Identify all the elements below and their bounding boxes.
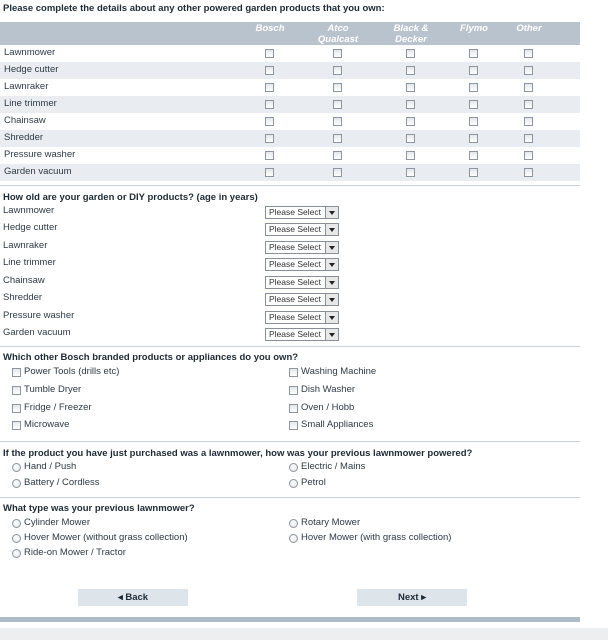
option-label: Fridge / Freezer — [24, 402, 92, 413]
option-checkbox[interactable] — [12, 421, 21, 430]
chevron-down-icon[interactable] — [325, 294, 338, 305]
product-brand-checkbox[interactable] — [265, 100, 274, 109]
grid-row-label: Garden vacuum — [4, 166, 72, 177]
age-select[interactable] — [265, 223, 339, 236]
age-select-value: Please Select — [269, 294, 321, 304]
product-brand-checkbox[interactable] — [333, 66, 342, 75]
product-brand-checkbox[interactable] — [333, 168, 342, 177]
grid-row-label: Lawnmower — [4, 47, 56, 58]
next-button[interactable]: Next ▸ — [357, 589, 467, 606]
age-select-value: Please Select — [269, 312, 321, 322]
product-brand-checkbox[interactable] — [265, 117, 274, 126]
product-brand-checkbox[interactable] — [406, 151, 415, 160]
footer-background — [0, 628, 608, 640]
product-brand-checkbox[interactable] — [524, 83, 533, 92]
age-select[interactable] — [265, 241, 339, 254]
age-select[interactable] — [265, 276, 339, 289]
option-label: Oven / Hobb — [301, 402, 355, 413]
product-brand-checkbox[interactable] — [469, 100, 478, 109]
product-brand-checkbox[interactable] — [333, 100, 342, 109]
option-checkbox[interactable] — [289, 368, 298, 377]
product-brand-checkbox[interactable] — [469, 117, 478, 126]
age-row-label: Lawnmower — [3, 205, 55, 216]
product-brand-checkbox[interactable] — [469, 66, 478, 75]
brand-header-bosch: Bosch — [255, 23, 285, 34]
option-label: Hover Mower (with grass collection) — [301, 532, 452, 543]
grid-row — [0, 113, 580, 130]
option-label: Battery / Cordless — [24, 477, 100, 488]
age-row — [3, 309, 343, 326]
question-product-age: How old are your garden or DIY products? (age in years) — [3, 192, 258, 203]
product-brand-checkbox[interactable] — [469, 134, 478, 143]
age-select[interactable] — [265, 328, 339, 341]
grid-row — [0, 62, 580, 79]
option-label: Petrol — [301, 477, 326, 488]
grid-row — [0, 96, 580, 113]
option-label: Washing Machine — [301, 366, 377, 377]
product-brand-checkbox[interactable] — [469, 83, 478, 92]
product-brand-checkbox[interactable] — [333, 83, 342, 92]
age-row — [3, 256, 343, 273]
option-label: Tumble Dryer — [24, 384, 82, 395]
age-row — [3, 221, 343, 238]
product-brand-checkbox[interactable] — [524, 66, 533, 75]
age-row-label: Shredder — [3, 292, 43, 303]
product-brand-checkbox[interactable] — [406, 117, 415, 126]
option-checkbox[interactable] — [12, 368, 21, 377]
option-checkbox[interactable] — [289, 421, 298, 430]
option-radio[interactable] — [12, 463, 21, 472]
brand-header-flymo: Flymo — [460, 23, 488, 34]
product-brand-checkbox[interactable] — [406, 83, 415, 92]
question-previous-type: What type was your previous lawnmower? — [3, 503, 195, 514]
chevron-down-icon[interactable] — [325, 277, 338, 288]
age-row — [3, 239, 343, 256]
age-row-label: Hedge cutter — [3, 222, 58, 233]
option-radio[interactable] — [12, 549, 21, 558]
age-row-label: Pressure washer — [3, 310, 75, 321]
age-row-label: Line trimmer — [3, 257, 56, 268]
option-radio[interactable] — [12, 534, 21, 543]
divider — [0, 497, 580, 498]
grid-row-label: Line trimmer — [4, 98, 57, 109]
divider — [0, 441, 580, 442]
brand-header-other: Other — [516, 23, 542, 34]
product-brand-checkbox[interactable] — [265, 151, 274, 160]
product-brand-checkbox[interactable] — [333, 134, 342, 143]
age-select-value: Please Select — [269, 277, 321, 287]
chevron-down-icon[interactable] — [325, 207, 338, 218]
product-brand-checkbox[interactable] — [524, 168, 533, 177]
grid-row — [0, 45, 580, 62]
age-select[interactable] — [265, 206, 339, 219]
product-brand-checkbox[interactable] — [265, 83, 274, 92]
option-checkbox[interactable] — [12, 386, 21, 395]
question-garden-products: Please complete the details about any other powered garden products that you own: — [3, 3, 385, 14]
age-select[interactable] — [265, 258, 339, 271]
product-brand-checkbox[interactable] — [265, 134, 274, 143]
age-row — [3, 204, 343, 221]
product-brand-checkbox[interactable] — [406, 49, 415, 58]
option-label: Ride-on Mower / Tractor — [24, 547, 126, 558]
age-row-label: Chainsaw — [3, 275, 45, 286]
option-label: Hand / Push — [24, 461, 77, 472]
option-label: Rotary Mower — [301, 517, 361, 528]
age-row — [3, 274, 343, 291]
footer-bar — [0, 617, 580, 622]
age-select-value: Please Select — [269, 259, 321, 269]
grid-row-label: Pressure washer — [4, 149, 76, 160]
option-label: Microwave — [24, 419, 70, 430]
age-row-label: Garden vacuum — [3, 327, 71, 338]
product-brand-checkbox[interactable] — [333, 151, 342, 160]
grid-row-label: Hedge cutter — [4, 64, 59, 75]
grid-row — [0, 164, 580, 181]
product-brand-checkbox[interactable] — [333, 49, 342, 58]
option-label: Hover Mower (without grass collection) — [24, 532, 188, 543]
grid-row — [0, 130, 580, 147]
option-label: Electric / Mains — [301, 461, 366, 472]
product-brand-checkbox[interactable] — [265, 49, 274, 58]
option-label: Small Appliances — [301, 419, 374, 430]
grid-row — [0, 147, 580, 164]
age-row — [3, 326, 343, 343]
product-brand-checkbox[interactable] — [406, 134, 415, 143]
option-checkbox[interactable] — [289, 404, 298, 413]
option-label: Cylinder Mower — [24, 517, 90, 528]
age-select-value: Please Select — [269, 224, 321, 234]
age-row-label: Lawnraker — [3, 240, 48, 251]
option-radio[interactable] — [289, 463, 298, 472]
grid-row-label: Chainsaw — [4, 115, 46, 126]
grid-row-label: Shredder — [4, 132, 44, 143]
age-select-value: Please Select — [269, 242, 321, 252]
product-brand-checkbox[interactable] — [469, 168, 478, 177]
back-button[interactable]: ◂ Back — [78, 589, 188, 606]
age-select-value: Please Select — [269, 207, 321, 217]
option-radio[interactable] — [289, 479, 298, 488]
product-brand-checkbox[interactable] — [265, 66, 274, 75]
chevron-down-icon[interactable] — [325, 329, 338, 340]
option-radio[interactable] — [289, 519, 298, 528]
product-brand-checkbox[interactable] — [406, 100, 415, 109]
grid-header — [0, 22, 580, 45]
product-brand-checkbox[interactable] — [524, 49, 533, 58]
divider — [0, 346, 580, 347]
chevron-down-icon[interactable] — [325, 312, 338, 323]
chevron-down-icon[interactable] — [325, 242, 338, 253]
divider — [0, 185, 580, 186]
product-brand-checkbox[interactable] — [406, 66, 415, 75]
product-brand-checkbox[interactable] — [524, 151, 533, 160]
product-brand-checkbox[interactable] — [469, 49, 478, 58]
chevron-down-icon[interactable] — [325, 259, 338, 270]
product-brand-checkbox[interactable] — [524, 117, 533, 126]
option-checkbox[interactable] — [12, 404, 21, 413]
product-brand-checkbox[interactable] — [524, 134, 533, 143]
option-radio[interactable] — [12, 519, 21, 528]
option-label: Power Tools (drills etc) — [24, 366, 120, 377]
option-label: Dish Washer — [301, 384, 356, 395]
question-bosch-products: Which other Bosch branded products or appliances do you own? — [3, 352, 299, 363]
chevron-down-icon[interactable] — [325, 224, 338, 235]
product-brand-checkbox[interactable] — [265, 168, 274, 177]
product-brand-checkbox[interactable] — [469, 151, 478, 160]
age-select[interactable] — [265, 311, 339, 324]
option-radio[interactable] — [12, 479, 21, 488]
grid-row — [0, 79, 580, 96]
age-select[interactable] — [265, 293, 339, 306]
option-checkbox[interactable] — [289, 386, 298, 395]
product-brand-checkbox[interactable] — [406, 168, 415, 177]
age-select-value: Please Select — [269, 329, 321, 339]
product-brand-checkbox[interactable] — [524, 100, 533, 109]
question-previous-power: If the product you have just purchased was a lawnmower, how was your previous lawnmower powered? — [3, 448, 473, 459]
option-radio[interactable] — [289, 534, 298, 543]
grid-row-label: Lawnraker — [4, 81, 49, 92]
product-brand-checkbox[interactable] — [333, 117, 342, 126]
age-row — [3, 291, 343, 308]
brand-header-black-decker: Black & Decker — [393, 23, 429, 45]
brand-header-atco: Atco Qualcast — [317, 23, 359, 45]
garden-products-grid — [0, 22, 580, 181]
